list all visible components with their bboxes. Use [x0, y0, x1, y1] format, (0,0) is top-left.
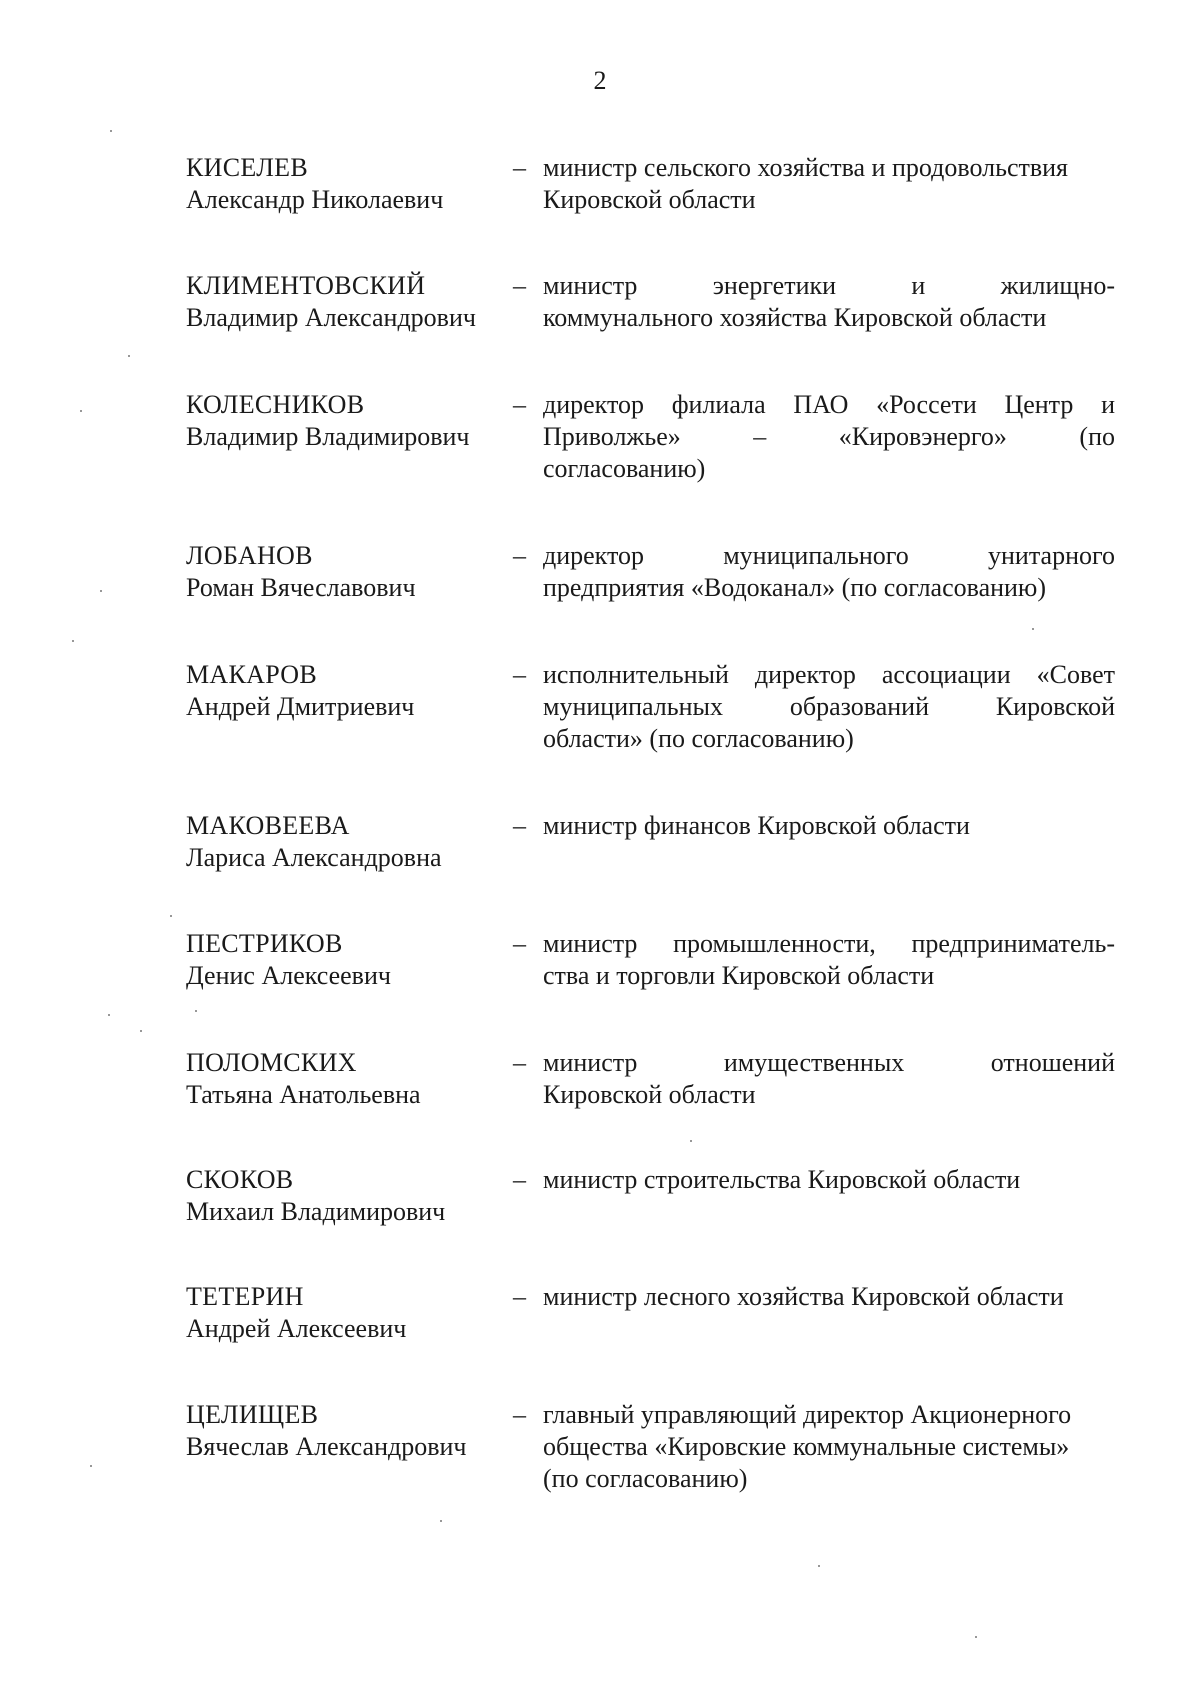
member-position: [543, 540, 1115, 604]
dash-separator: –: [513, 541, 526, 570]
member-surname: МАКОВЕЕВА: [186, 811, 350, 840]
member-given-names: Александр Николаевич: [186, 185, 444, 214]
scan-speck: [80, 410, 82, 412]
member-name: [186, 152, 506, 216]
member-surname: СКОКОВ: [186, 1165, 294, 1194]
member-name: [186, 1047, 506, 1111]
member-surname: МАКАРОВ: [186, 660, 318, 689]
member-given-names: Владимир Александрович: [186, 303, 476, 332]
position-line: министр лесного хозяйства Кировской области: [543, 1282, 1064, 1311]
member-surname: КЛИМЕНТОВСКИЙ: [186, 271, 426, 300]
position-line: Кировской области: [543, 185, 756, 214]
member-surname: ПЕСТРИКОВ: [186, 929, 343, 958]
scan-speck: [170, 915, 172, 917]
position-line: Приволжье» – «Кировэнерго» (по: [543, 422, 1115, 451]
position-line: муниципальных образований Кировской: [543, 692, 1115, 721]
position-line: министр промышленности, предприниматель-: [543, 929, 1115, 958]
scan-speck: [108, 1014, 110, 1016]
member-name: [186, 1281, 506, 1345]
dash-separator: –: [513, 1282, 526, 1311]
scan-speck: [818, 1565, 820, 1567]
member-position: [543, 1164, 1115, 1196]
position-line: Кировской области: [543, 1080, 756, 1109]
scan-speck: [100, 590, 102, 592]
position-line: директор филиала ПАО «Россети Центр и: [543, 390, 1115, 419]
scan-speck: [195, 1010, 197, 1012]
member-name: [186, 270, 506, 334]
member-position: [543, 810, 1115, 842]
page-number: 2: [593, 66, 607, 95]
position-line: (по согласованию): [543, 1464, 748, 1493]
dash-separator: –: [513, 660, 526, 689]
member-surname: КИСЕЛЕВ: [186, 153, 308, 182]
dash-separator: –: [513, 1165, 526, 1194]
member-position: [543, 659, 1115, 755]
position-line: предприятия «Водоканал» (по согласованию): [543, 573, 1047, 602]
member-given-names: Вячеслав Александрович: [186, 1432, 467, 1461]
member-position: [543, 1047, 1115, 1111]
scan-speck: [440, 1520, 442, 1522]
scan-speck: [72, 640, 74, 642]
dash-separator: –: [513, 390, 526, 419]
member-given-names: Андрей Алексеевич: [186, 1314, 407, 1343]
position-line: коммунального хозяйства Кировской области: [543, 303, 1047, 332]
dash-separator: –: [513, 1048, 526, 1077]
scan-speck: [140, 1030, 142, 1032]
member-position: [543, 389, 1115, 485]
member-position: [543, 928, 1115, 992]
scan-speck: [975, 1636, 977, 1638]
scan-speck: [90, 1465, 92, 1467]
member-given-names: Роман Вячеславович: [186, 573, 416, 602]
scan-speck: [1032, 628, 1034, 630]
position-line: министр имущественных отношений: [543, 1048, 1115, 1077]
position-line: главный управляющий директор Акционерного: [543, 1400, 1072, 1429]
member-name: [186, 389, 506, 453]
member-name: [186, 540, 506, 604]
position-line: исполнительный директор ассоциации «Совет: [543, 660, 1115, 689]
position-line: ства и торговли Кировской области: [543, 961, 935, 990]
member-given-names: Михаил Владимирович: [186, 1197, 446, 1226]
position-line: министр сельского хозяйства и продовольствия: [543, 153, 1068, 182]
dash-separator: –: [513, 1400, 526, 1429]
member-name: [186, 810, 506, 874]
member-name: [186, 928, 506, 992]
member-name: [186, 659, 506, 723]
scan-speck: [690, 1140, 692, 1142]
member-name: [186, 1399, 506, 1463]
scan-speck: [128, 355, 130, 357]
position-line: согласованию): [543, 454, 706, 483]
position-line: общества «Кировские коммунальные системы»: [543, 1432, 1070, 1461]
dash-separator: –: [513, 271, 526, 300]
member-surname: ТЕТЕРИН: [186, 1282, 304, 1311]
position-line: министр финансов Кировской области: [543, 811, 970, 840]
position-line: области» (по согласованию): [543, 724, 854, 753]
member-surname: ЛОБАНОВ: [186, 541, 313, 570]
dash-separator: –: [513, 811, 526, 840]
member-surname: ПОЛОМСКИХ: [186, 1048, 357, 1077]
member-given-names: Лариса Александровна: [186, 843, 442, 872]
dash-separator: –: [513, 153, 526, 182]
member-surname: ЦЕЛИЩЕВ: [186, 1400, 319, 1429]
position-line: министр строительства Кировской области: [543, 1165, 1021, 1194]
member-name: [186, 1164, 506, 1228]
position-line: министр энергетики и жилищно-: [543, 271, 1115, 300]
dash-separator: –: [513, 929, 526, 958]
member-given-names: Денис Алексеевич: [186, 961, 391, 990]
member-given-names: Андрей Дмитриевич: [186, 692, 415, 721]
position-line: директор муниципального унитарного: [543, 541, 1115, 570]
scan-speck: [110, 130, 112, 132]
member-position: [543, 152, 1115, 216]
member-given-names: Владимир Владимирович: [186, 422, 470, 451]
member-position: [543, 1281, 1115, 1313]
member-given-names: Татьяна Анатольевна: [186, 1080, 421, 1109]
member-surname: КОЛЕСНИКОВ: [186, 390, 365, 419]
member-position: [543, 1399, 1115, 1495]
member-position: [543, 270, 1115, 334]
